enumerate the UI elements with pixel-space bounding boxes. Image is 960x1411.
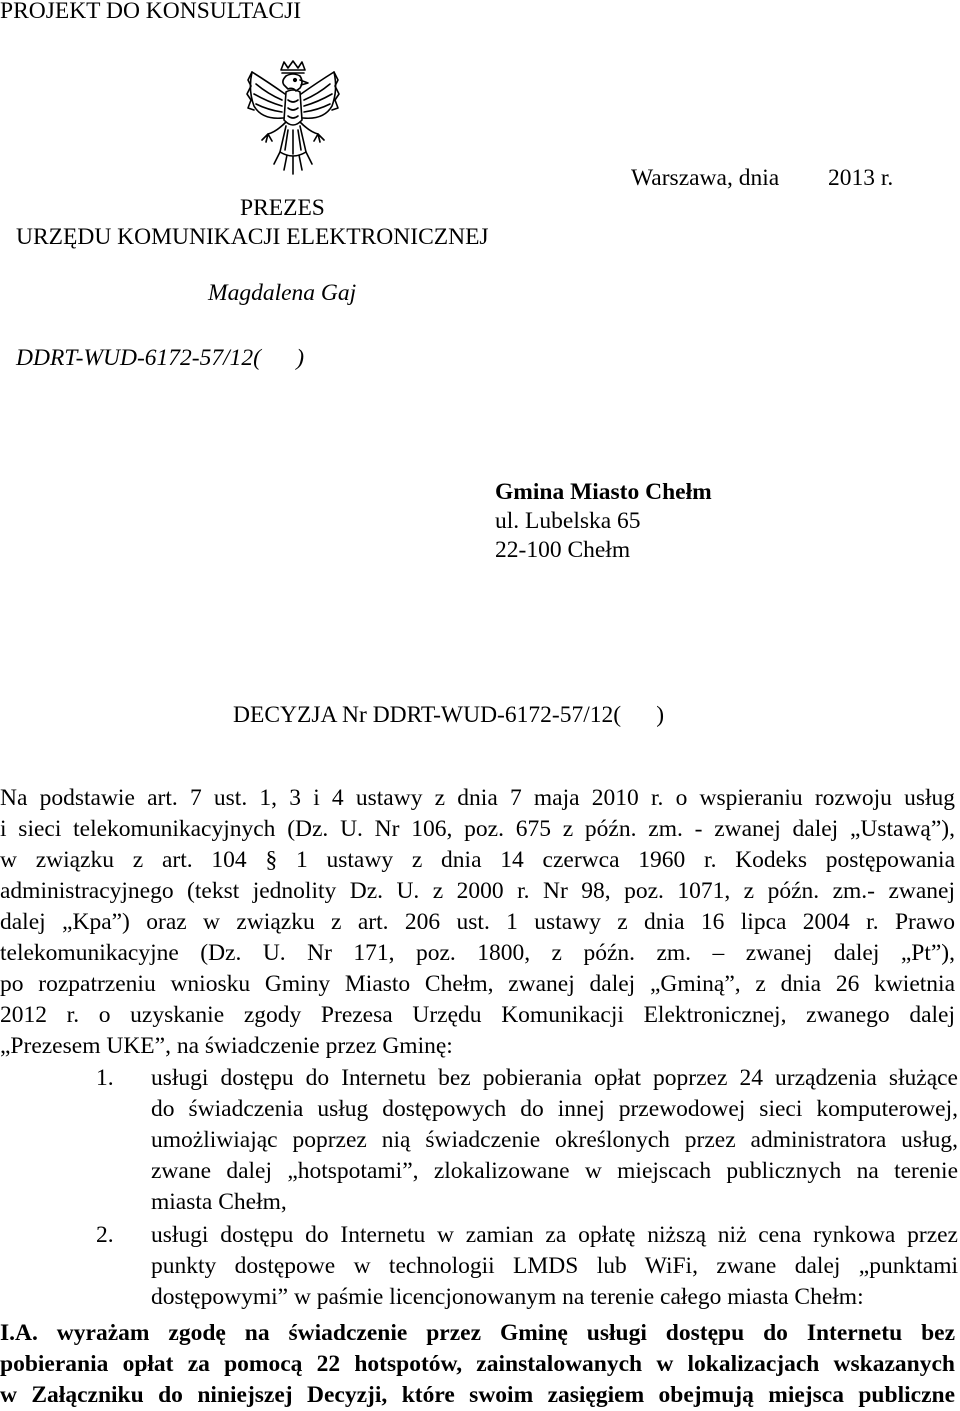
date-label: Warszawa, dnia [631, 165, 780, 191]
recipient-address [495, 478, 712, 565]
paragraph-line: po rozpatrzeniu wniosku Gminy Miasto Chełm, zwanej dalej „Gminą”, z dnia 26 kwietnia [0, 971, 955, 997]
list-item-line: miasta Chełm, [151, 1189, 287, 1215]
list-item-text [151, 1220, 958, 1313]
list-item-line: zwane dalej „hotspotami”, zlokalizowane w miejscach publicznych na terenie [151, 1158, 958, 1184]
recipient-name: Gmina Miasto Chełm [495, 479, 712, 505]
decision-heading: DECYZJA Nr DDRT-WUD-6172-57/12( ) [233, 702, 665, 728]
recipient-city: 22-100 Chełm [495, 537, 631, 563]
legal-basis-paragraph [0, 783, 955, 1062]
recipient-street: ul. Lubelska 65 [495, 508, 641, 534]
section-line: I.A. wyrażam zgodę na świadczenie przez Gminę usługi dostępu do Internetu bez [0, 1320, 955, 1346]
paragraph-line: „Prezesem UKE”, na świadczenie przez Gminę: [0, 1033, 453, 1059]
paragraph-line: dalej „Kpa”) oraz w związku z art. 206 ust. 1 ustawy z dnia 16 lipca 2004 r. Prawo [0, 909, 955, 935]
authority-title: PREZES [240, 195, 325, 221]
authority-name: URZĘDU KOMUNIKACJI ELEKTRONICZNEJ [16, 224, 489, 250]
project-label: PROJEKT DO KONSULTACJI [0, 0, 302, 24]
list-item-number: 2. [96, 1222, 114, 1248]
paragraph-line: w związku z art. 104 § 1 ustawy z dnia 14 czerwca 1960 r. Kodeks postępowania [0, 847, 955, 873]
paragraph-line: 2012 r. o uzyskanie zgody Prezesa Urzędu Komunikacji Elektronicznej, zwanego dalej [0, 1002, 955, 1028]
reference-number: DDRT-WUD-6172-57/12( ) [16, 345, 305, 371]
section-line: w Załączniku do niniejszej Decyzji, które swoim zasięgiem obejmują miejsca publiczne [0, 1382, 955, 1408]
section-i-a [0, 1318, 955, 1411]
list-item-line: dostępowymi” w paśmie licencjonowanym na terenie całego miasta Chełm: [151, 1284, 864, 1310]
polish-eagle-emblem-icon [238, 60, 348, 182]
section-line: pobierania opłat za pomocą 22 hotspotów, zainstalowanych w lokalizacjach wskazanych [0, 1351, 955, 1377]
paragraph-line: telekomunikacyjne (Dz. U. Nr 171, poz. 1800, z późn. zm. – zwanej dalej „Pt”), [0, 940, 955, 966]
list-item-line: do świadczenia usług dostępowych do innej przewodowej sieci komputerowej, [151, 1096, 958, 1122]
paragraph-line: i sieci telekomunikacyjnych (Dz. U. Nr 106, poz. 675 z późn. zm. - zwanej dalej „Ustawą”), [0, 816, 955, 842]
list-item-line: punkty dostępowe w technologii LMDS lub WiFi, zwane dalej „punktami [151, 1253, 958, 1279]
paragraph-line: Na podstawie art. 7 ust. 1, 3 i 4 ustawy z dnia 7 maja 2010 r. o wspieraniu rozwoju usług [0, 785, 955, 811]
list-item-text [151, 1063, 958, 1218]
paragraph-line: administracyjnego (tekst jednolity Dz. U. z 2000 r. Nr 98, poz. 1071, z późn. zm.- zwanej [0, 878, 955, 904]
list-item-line: usługi dostępu do Internetu bez pobierania opłat poprzez 24 urządzenia służące [151, 1065, 958, 1091]
list-item-number: 1. [96, 1065, 114, 1091]
signatory-name: Magdalena Gaj [208, 280, 357, 306]
date-year: 2013 r. [828, 165, 894, 191]
list-item-line: usługi dostępu do Internetu w zamian za opłatę niższą niż cena rynkowa przez [151, 1222, 958, 1248]
list-item-line: umożliwiając poprzez nią świadczenie określonych przez administratora usług, [151, 1127, 958, 1153]
